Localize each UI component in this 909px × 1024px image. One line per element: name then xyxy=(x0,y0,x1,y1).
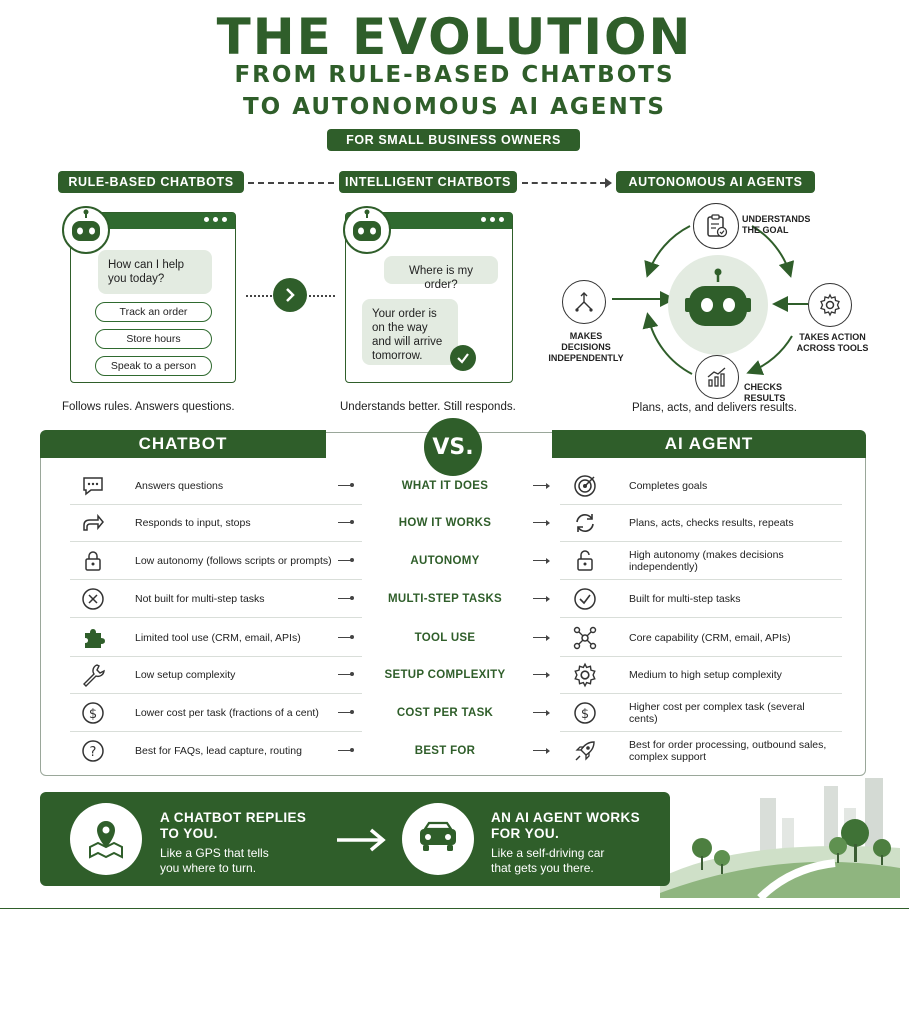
connector-line xyxy=(246,295,272,297)
arrow-right-icon xyxy=(335,827,387,858)
comparison-row xyxy=(40,542,866,580)
bot-answer-bubble: Your order is on the way and will arrive tomorrow. xyxy=(362,299,458,365)
stage-label-rule-based: RULE-BASED CHATBOTS xyxy=(58,171,244,193)
agent-cell: Completes goals xyxy=(629,480,708,492)
agent-cell: Plans, acts, checks results, repeats xyxy=(629,517,794,529)
chat-bubble-icon xyxy=(78,471,108,501)
chatbot-cell: Answers questions xyxy=(135,480,224,492)
row-connector xyxy=(338,712,352,713)
chatbot-analogy-heading: A CHATBOT REPLIES TO YOU. xyxy=(160,810,307,841)
agent-cell: High autonomy (makes decisions independently) xyxy=(629,549,784,573)
dollar-icon xyxy=(78,698,108,728)
row-connector xyxy=(533,637,547,638)
vs-badge: VS. xyxy=(424,418,482,476)
criterion-label: AUTONOMY xyxy=(410,555,480,567)
unlock-icon xyxy=(570,546,600,576)
agent-cell: Best for order processing, outbound sales, complex support xyxy=(629,739,827,763)
lock-icon xyxy=(78,546,108,576)
check-circle-icon xyxy=(570,584,600,614)
comparison-row xyxy=(40,467,866,505)
option-track-order[interactable]: Track an order xyxy=(95,302,212,322)
stage-label-intelligent: INTELLIGENT CHATBOTS xyxy=(339,171,517,193)
connector-line xyxy=(309,295,335,297)
target-icon xyxy=(570,471,600,501)
connector-arrowhead xyxy=(605,178,612,188)
label-takes-action: TAKES ACTION ACROSS TOOLS xyxy=(796,332,869,353)
criterion-label: HOW IT WORKS xyxy=(398,517,492,529)
label-checks-results: CHECKS RESULTS xyxy=(744,382,786,403)
comparison-row xyxy=(40,504,866,542)
agent-cell: Higher cost per complex task (several cents) xyxy=(629,701,805,725)
chatbot-cell: Best for FAQs, lead capture, routing xyxy=(135,745,302,757)
row-connector xyxy=(533,485,547,486)
intelligent-caption: Understands better. Still responds. xyxy=(340,401,516,413)
svg-text:$: $ xyxy=(88,707,98,722)
comparison-row xyxy=(40,580,866,618)
row-connector xyxy=(338,750,352,751)
chevron-right-icon xyxy=(273,278,307,312)
option-speak-to-person[interactable]: Speak to a person xyxy=(95,356,212,376)
robot-icon xyxy=(683,268,753,338)
page-title: THE EVOLUTION xyxy=(216,8,693,66)
svg-text:?: ? xyxy=(89,745,97,760)
criterion-label: COST PER TASK xyxy=(396,707,494,719)
comparison-row xyxy=(40,656,866,694)
robot-icon xyxy=(343,206,391,254)
comparison-row xyxy=(40,732,866,770)
criterion-label: MULTI-STEP TASKS xyxy=(387,593,503,605)
stage-label-autonomous: AUTONOMOUS AI AGENTS xyxy=(616,171,815,193)
row-connector xyxy=(338,674,352,675)
criterion-label: WHAT IT DOES xyxy=(401,480,489,492)
rocket-icon xyxy=(570,736,600,766)
autonomous-caption: Plans, acts, and delivers results. xyxy=(632,402,797,414)
agent-analogy-text: Like a self-driving car that gets you there. xyxy=(491,846,605,875)
car-icon xyxy=(402,803,474,875)
connector-line xyxy=(522,182,606,184)
clipboard-check-icon xyxy=(693,203,739,249)
chatbot-cell: Not built for multi-step tasks xyxy=(135,593,265,605)
label-understands-goal: UNDERSTANDS THE GOAL xyxy=(742,214,811,235)
puzzle-icon xyxy=(78,623,108,653)
bottom-divider xyxy=(0,908,909,909)
row-connector xyxy=(338,637,352,638)
gear-icon xyxy=(570,660,600,690)
row-connector xyxy=(533,712,547,713)
x-circle-icon xyxy=(78,584,108,614)
row-connector xyxy=(338,522,352,523)
row-connector xyxy=(338,598,352,599)
criterion-label: SETUP COMPLEXITY xyxy=(384,669,506,681)
row-connector xyxy=(533,750,547,751)
connector-line xyxy=(248,182,334,184)
comparison-row xyxy=(40,694,866,732)
agent-cell: Medium to high setup complexity xyxy=(629,669,782,681)
row-connector xyxy=(533,674,547,675)
dollar-icon xyxy=(570,698,600,728)
subtitle-line-2: TO AUTONOMOUS AI AGENTS xyxy=(242,94,666,120)
map-pin-icon xyxy=(70,803,142,875)
option-store-hours[interactable]: Store hours xyxy=(95,329,212,349)
row-connector xyxy=(338,485,352,486)
gear-icon xyxy=(808,283,852,327)
chatbot-cell: Limited tool use (CRM, email, APIs) xyxy=(135,632,301,644)
comparison-row xyxy=(40,619,866,657)
svg-text:$: $ xyxy=(580,707,590,722)
bot-greeting-bubble: How can I help you today? xyxy=(98,250,212,294)
criterion-label: BEST FOR xyxy=(414,745,476,757)
cycle-icon xyxy=(570,508,600,538)
row-connector xyxy=(533,598,547,599)
chart-growth-icon xyxy=(695,355,739,399)
chatbot-cell: Lower cost per task (fractions of a cent) xyxy=(135,707,319,719)
agent-cell: Built for multi-step tasks xyxy=(629,593,741,605)
robot-icon xyxy=(62,206,110,254)
split-arrows-icon xyxy=(562,280,606,324)
city-road-illustration xyxy=(660,768,900,898)
agent-analogy-heading: AN AI AGENT WORKS FOR YOU. xyxy=(491,810,641,841)
chatbot-cell: Responds to input, stops xyxy=(135,517,251,529)
audience-tag: FOR SMALL BUSINESS OWNERS xyxy=(327,129,580,151)
wrench-icon xyxy=(78,660,108,690)
reply-arrow-icon xyxy=(78,508,108,538)
network-icon xyxy=(570,623,600,653)
chatbot-cell: Low autonomy (follows scripts or prompts) xyxy=(135,555,332,567)
label-makes-decisions: MAKES DECISIONS INDEPENDENTLY xyxy=(548,331,624,363)
row-connector xyxy=(533,522,547,523)
row-connector xyxy=(338,560,352,561)
agent-cell: Core capability (CRM, email, APIs) xyxy=(629,632,791,644)
row-connector xyxy=(533,560,547,561)
check-icon xyxy=(450,345,476,371)
chatbot-header: CHATBOT xyxy=(40,430,326,458)
rule-based-caption: Follows rules. Answers questions. xyxy=(62,401,235,413)
user-question-bubble: Where is my order? xyxy=(384,256,498,284)
agent-header: AI AGENT xyxy=(552,430,866,458)
subtitle-line-1: FROM RULE-BASED CHATBOTS xyxy=(234,62,675,88)
question-icon xyxy=(78,736,108,766)
criterion-label: TOOL USE xyxy=(414,632,476,644)
chatbot-cell: Low setup complexity xyxy=(135,669,236,681)
chatbot-analogy-text: Like a GPS that tells you where to turn. xyxy=(160,846,269,875)
